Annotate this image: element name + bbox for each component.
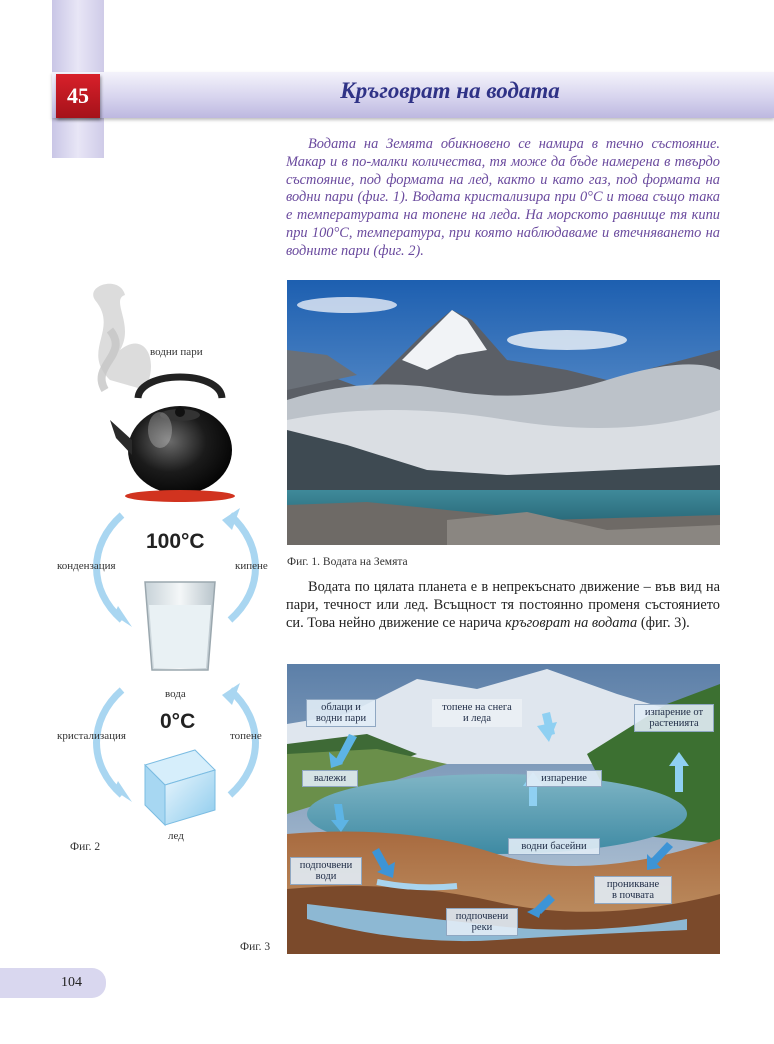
- precipitation-label: валежи: [302, 770, 358, 787]
- evaporation-label: изпарение: [526, 770, 602, 787]
- melting-label: топене: [230, 730, 262, 742]
- temperature-0-label: 0°C: [160, 710, 196, 733]
- body-text-part2: (фиг. 3).: [637, 615, 690, 631]
- body-paragraph: [286, 578, 720, 632]
- page-number: 104: [0, 968, 106, 998]
- clouds-water-vapor-label: облаци и водни пари: [306, 699, 376, 727]
- fig3-caption: Фиг. 3: [240, 941, 271, 953]
- fig1-mountain-lake-image: [287, 280, 720, 545]
- boiling-label: кипене: [235, 560, 268, 572]
- condensation-label: кондензация: [57, 560, 116, 572]
- crystallization-label: кристализация: [57, 730, 126, 742]
- water-label: вода: [165, 688, 186, 700]
- intro-paragraph: Водата на Земята обикновено се намира в течно състояние. Макар и в по-малки количества, тя може да бъде намерена в твърдо състояние, под формата на лед, както и като газ, под формата на водни пари (фиг. 1). Водата кристализира при 0°C и това също така е температурата на топене на леда. На морското равнище тя кипи при 100°C, температура, при която наблюдаваме и втечняването на водните пари (фиг. 2).: [286, 136, 720, 259]
- underground-rivers-label: подпочвени реки: [446, 908, 518, 936]
- body-text-part1: Водата по цялата планета е в непрекъснато движение – във вид на пари, течност или лед. Всъщност тя постоянно променя състоянието си. Това нейно движение се нарича: [286, 579, 720, 631]
- lesson-number-badge: 45: [56, 74, 100, 118]
- water-bodies-label: водни басейни: [508, 838, 600, 855]
- page-title: Кръговрат на водата: [340, 78, 560, 103]
- water-vapor-label: водни пари: [150, 346, 203, 358]
- ice-label: лед: [168, 830, 184, 842]
- groundwater-label: подпочвени води: [290, 857, 362, 885]
- fig2-caption: Фиг. 2: [70, 841, 101, 853]
- water-cycle-term: кръговрат на водата: [505, 615, 638, 631]
- plant-evaporation-label: изпарение от растенията: [634, 704, 714, 732]
- temperature-100-label: 100°C: [146, 530, 205, 553]
- snow-ice-melting-label: топене на снега и леда: [432, 699, 522, 727]
- soil-infiltration-label: проникване в почвата: [594, 876, 672, 904]
- fig1-caption: Фиг. 1. Водата на Земята: [287, 556, 408, 568]
